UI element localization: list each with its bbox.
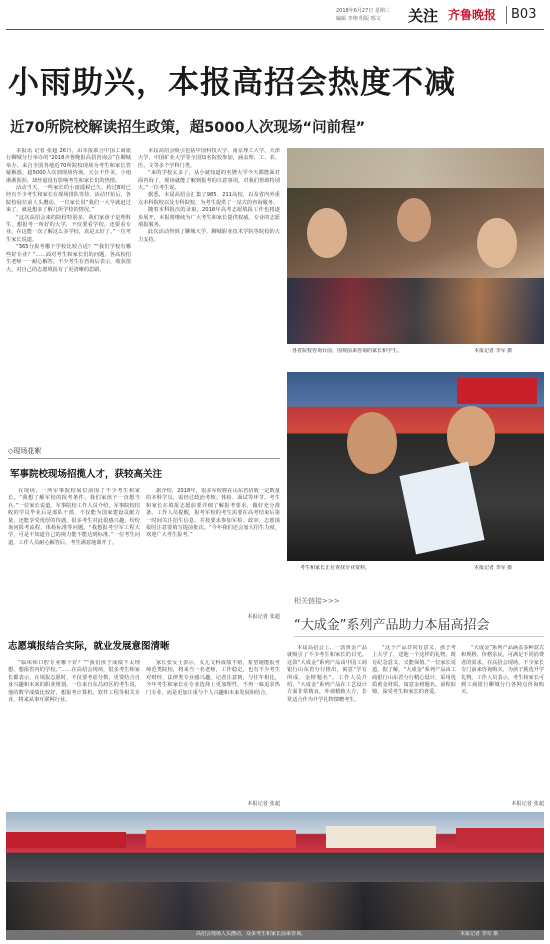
header-date: 2018年6月27日 星期三 <box>336 8 390 14</box>
tag-rule <box>8 458 280 459</box>
scene-highlights-tag: ◇现场花絮 <box>8 447 42 455</box>
related-link-tag: 相关链接>>> <box>294 597 340 605</box>
page-number: B03 <box>511 7 537 22</box>
main-para-2: 活动当天，一些家长的小雨遥候已久，约过8时已经有不少考生和家长在现场排队等待。活动开始后，各院校展位前人头攒动，一位家长说“我们一大早就赶过来了，就是想多了解几所学校的情况。” <box>6 185 131 214</box>
photo2-credit: 本报记者 李军 摄 <box>474 565 513 571</box>
military-col1: 在现场，一所军事院校展位前围了不少考生和家长。“我想了解军校的报考条件，我们家孩子一直想当兵。”一位家长说道。军事院校工作人员介绍，军事院校招收的学员毕业后是部队干部，不仅能为国家建设贡献力量，还能享受优厚的待遇。很多考生对此很感兴趣，纷纷询问报考流程、体检标准等问题。“我想报考空军工程大学，可是不知道自己的视力能不能达到标准。”一位考生问道。工作人员耐心解答后，考生满意地离开了。 <box>8 488 140 546</box>
photo1-caption: 各省院校咨询台前，围观前来咨询的家长和学生。 <box>292 348 403 354</box>
main-para-8: 随着本科批次的录取，2018年高考志愿填报工作也将逐步展开，本报将继续为广大考生和家长提供权威、专业的志愿填报服务。 <box>138 207 280 229</box>
photo2-caption: 考生和家长正在查找专业资料。 <box>300 565 371 571</box>
main-headline: 小雨助兴，本报高招会热度不减 <box>8 65 456 101</box>
main-para-5: 本届高招会吸引包括中国科技大学、南京理工大学、天津大学、中国矿业大学等全国知名院校参加，涵盖理、工、农、医、文等多个学科门类。 <box>138 148 280 169</box>
brand-logo: 齐鲁晚报 <box>448 8 497 22</box>
main-article-col2 <box>138 148 280 448</box>
related-col2: “这个产品非常有意义，孩子考上大学了，送他一个这样的礼物，既有纪念意义，又能保值。”一位家长说道。据了解，“大成金”系列产品由工商银行山东省分行精心设计，采用优质黄金材质，寓意金榜题名、前程似锦，深受考生和家长的喜爱。 <box>372 645 456 696</box>
main-para-4: “365分报考哪个学校比较合适？”“我们学校有哪些好专业？”……面对考生和家长们的问题，各高校招生老师一一耐心解答。不少考生在咨询后表示，收获很大，对自己的志愿填报有了更清晰的思路。 <box>6 244 131 273</box>
main-para-1: 本报讯 记者 张超 26日，由本报联合中国工商银行聊城分行举办的“2018齐鲁晚报高招咨询会”在聊城举办。来自全国各地近70所院校现场为考生和家长答疑解惑，超5000人次到现场咨询。天公不作美，小雨淅淅沥沥，却丝毫没有影响考生和家长们的热情。 <box>6 148 131 184</box>
related-title: “大成金”系列产品助力本届高招会 <box>294 618 490 633</box>
volunteer-col2: 家长张女士表示，女儿文科成绩不错，希望她能报考师范类院校，将来当一名老师，工作稳定。也有不少考生对财经、法律类专业感兴趣。记者注意到，与往年相比，今年考生和家长在专业选择上更加理性，不再一味追求热门专业，而是更加注重与个人兴趣和未来发展相结合。 <box>146 660 280 696</box>
main-para-7: 据悉，本届高招会汇集了985、211高校，以及省内外重点本科院校以及专科院校，为考生提供了一站式的咨询服务。 <box>138 192 280 206</box>
main-para-6: “来的学校太多了，从小就知道的名牌大学今天都能面对面咨询了，现场就能了解到报考的注意事项，对我们帮助特别大。”一位考生说。 <box>138 170 280 192</box>
photo1-credit: 本报记者 李军 摄 <box>474 348 513 354</box>
volunteer-title: 志愿填报结合实际，就业发展意图清晰 <box>8 641 170 652</box>
header-editor: 编辑 李翔 组版 邢文 <box>336 16 381 22</box>
bottom-photo-credit: 本报记者 李军 摄 <box>460 931 499 937</box>
sub-headline: 近70所院校解读招生政策，超5000人次现场“问前程” <box>10 120 366 136</box>
related-rule <box>294 636 544 637</box>
related-byline: 本报记者 张超 <box>511 801 544 807</box>
volunteer-col1: “临床和口腔专业哪个好？”“我们孩子成绩不太理想，想报省内的学校。”……在高招会现场，很多考生和家长都表示，在填报志愿时，不仅要考虑分数，更要结合自身兴趣和未来的职业规划。一位来自东昌府区的考生说，他的数学成绩比较好，想报考计算机、软件工程等相关专业，将来从事互联网行业。 <box>8 660 140 704</box>
bottom-photo-caption: 高招会现场人头攒动，众多考生和家长前来咨询。 <box>196 931 307 937</box>
military-title: 军事院校现场招揽人才，获较高关注 <box>10 469 163 480</box>
reading-materials-photo <box>287 372 544 561</box>
military-col2: 据介绍，2018年，很多军校将在山东省招收一定数量的本科学员，需经过政治考核、体检、面试等环节。考生和家长在填报志愿前要详细了解报考要求，做好充分准备。工作人员提醒，报考军校的考生需要在高考结束后第一时间关注招生信息，并按要求参加军检、政审，志愿填报时注意要填写提前批次。“今年我们还会加大招生力度，欢迎广大考生报考。” <box>146 488 280 539</box>
consultation-crowd-photo <box>287 148 544 344</box>
volunteer-byline: 本报记者 张超 <box>247 801 280 807</box>
event-venue-photo <box>6 812 544 930</box>
related-col1: 本届高招会上，一款黄金产品就吸引了不少考生和家长的目光。这款“大成金”系列产品由中国工商银行山东省分行推出，寓意“学有所成、金榜题名”。工作人员介绍，“大成金”系列产品在工艺设计方面非常精良，外观精致大方，非常适合作为升学礼物馈赠考生。 <box>287 645 367 703</box>
main-para-3: “这次高招会来的院校特别多，我们家孩子是理科生，想报考一所好的大学，不仅要看学校，还要看专业，在这能一次了解这么多学校，真是太好了。”一位考生家长说道。 <box>6 214 131 243</box>
related-col3: “大成金”系列产品涵盖多种款式和规格，价格亲民，可满足不同消费者的需求。在高招会现场，不少家长专门前来咨询购买，为孩子挑选升学礼物。工作人员表示，考生和家长可到工商银行聊城分行各网点咨询购买。 <box>461 645 544 696</box>
header-rule <box>6 29 544 30</box>
page-divider <box>506 6 507 24</box>
main-article-col1 <box>6 148 131 438</box>
main-para-9: 此次活动得到了聊城大学、聊城职业技术学院等院校的大力支持。 <box>138 229 280 243</box>
section-name: 关注 <box>408 7 439 25</box>
military-byline: 本报记者 张超 <box>247 614 280 620</box>
